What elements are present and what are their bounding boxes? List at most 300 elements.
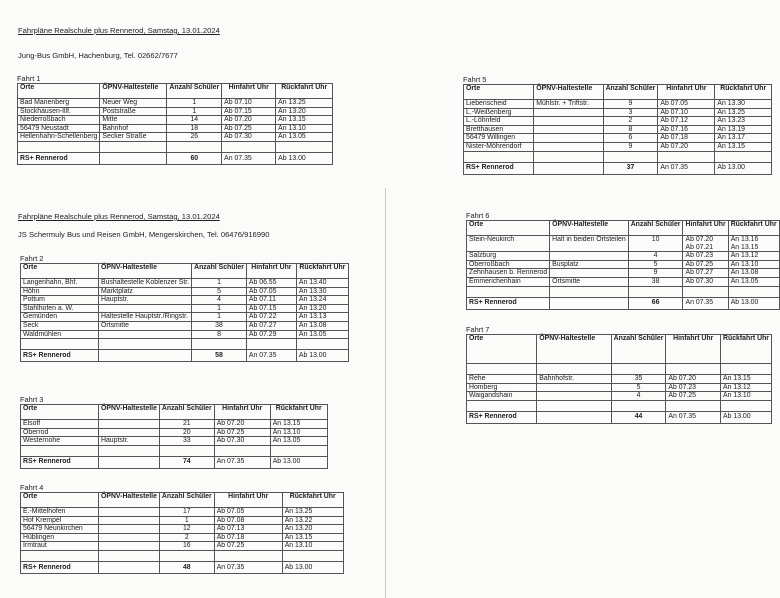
cell-anz: 1 bbox=[167, 107, 222, 116]
cell-ort: Höhn bbox=[21, 287, 99, 296]
cell-halt bbox=[534, 134, 603, 143]
table-row bbox=[467, 392, 772, 401]
table-row bbox=[18, 124, 333, 133]
cell-rueck: An 13.24 bbox=[296, 296, 348, 305]
header-orte: Orte bbox=[467, 221, 550, 236]
fahrt-table bbox=[20, 492, 344, 574]
blank-row bbox=[21, 445, 328, 456]
total-row bbox=[464, 162, 772, 174]
cell-halt: Poststraße bbox=[100, 107, 167, 116]
cell-halt: Ortsmitte bbox=[99, 321, 192, 330]
table-row bbox=[18, 99, 333, 108]
cell-anz: 20 bbox=[159, 428, 214, 437]
cell-halt bbox=[550, 252, 629, 261]
header-haltestelle: ÖPNV-Haltestelle bbox=[99, 405, 160, 420]
cell-anz: 38 bbox=[192, 321, 247, 330]
blank-row bbox=[21, 339, 349, 350]
total-row bbox=[467, 411, 772, 423]
table-row bbox=[467, 277, 780, 286]
cell-ort: L.-Weißenberg bbox=[464, 108, 534, 117]
cell-anz: 5 bbox=[611, 383, 666, 392]
cell-anz: 4 bbox=[628, 252, 683, 261]
total-row bbox=[21, 350, 349, 362]
cell-anz: 16 bbox=[159, 542, 214, 551]
cell-hin: Ab 07.18 bbox=[658, 134, 715, 143]
table-row bbox=[21, 420, 328, 429]
cell-ort: Nister-Möhrendorf bbox=[464, 142, 534, 151]
cell-ort: Niederroßbach bbox=[18, 116, 100, 125]
cell-ort: Langenhahn, Bhf. bbox=[21, 279, 99, 288]
header-anzahl: Anzahl Schüler bbox=[192, 264, 247, 279]
cell-hin: Ab 07.13 bbox=[214, 525, 282, 534]
header-row bbox=[464, 85, 772, 100]
cell-hin: Ab 07.25 bbox=[222, 124, 276, 133]
cell-halt bbox=[99, 533, 160, 542]
total-rueck: Ab 13.00 bbox=[296, 350, 348, 362]
cell-ort: Waldmühlen bbox=[21, 330, 99, 339]
blank-row bbox=[467, 400, 772, 411]
cell-halt bbox=[99, 508, 160, 517]
cell-ort: 56479 Neunkirchen bbox=[21, 525, 99, 534]
cell-halt: Marktplatz bbox=[99, 287, 192, 296]
cell-hin: Ab 07.11 bbox=[246, 296, 296, 305]
cell-halt bbox=[99, 525, 160, 534]
total-ort: RS+ Rennerod bbox=[21, 561, 99, 573]
cell-rueck: An 13.20 bbox=[276, 107, 333, 116]
total-row bbox=[21, 561, 344, 573]
table-row bbox=[21, 296, 349, 305]
header-row bbox=[467, 335, 772, 364]
cell-anz: 26 bbox=[167, 133, 222, 142]
cell-hin: Ab 07.08 bbox=[214, 516, 282, 525]
cell-ort: Oberrod bbox=[21, 428, 99, 437]
table-row bbox=[18, 133, 333, 142]
table-row bbox=[467, 252, 780, 261]
table-row bbox=[21, 542, 344, 551]
cell-ort: Gemünden bbox=[21, 313, 99, 322]
fahrt-table bbox=[20, 404, 328, 469]
header-anzahl: Anzahl Schüler bbox=[159, 405, 214, 420]
cell-hin: Ab 07.30 bbox=[222, 133, 276, 142]
total-hin: An 07.35 bbox=[246, 350, 296, 362]
cell-ort: Stahlhofen a. W. bbox=[21, 304, 99, 313]
cell-ort: Emmerichenhain bbox=[467, 277, 550, 286]
section2-title: Fahrpläne Realschule plus Rennerod, Samstag, 13.01.2024 bbox=[18, 212, 220, 221]
fahrt-5 bbox=[463, 76, 772, 175]
header-rueckfahrt: Rückfahrt Uhr bbox=[721, 335, 772, 364]
total-anz: 37 bbox=[603, 162, 658, 174]
fahrt-table bbox=[466, 334, 772, 424]
cell-ort: Waigandshain bbox=[467, 392, 537, 401]
cell-rueck: An 13.15 bbox=[282, 533, 343, 542]
cell-rueck: An 13.05 bbox=[728, 277, 779, 286]
cell-anz: 2 bbox=[603, 117, 658, 126]
total-rueck: Ab 13.00 bbox=[282, 561, 343, 573]
cell-hin: Ab 07.27 bbox=[683, 269, 728, 278]
table-row bbox=[21, 279, 349, 288]
cell-hin: Ab 07.05 bbox=[246, 287, 296, 296]
header-row bbox=[21, 405, 328, 420]
header-orte: Orte bbox=[467, 335, 537, 364]
table-row bbox=[18, 116, 333, 125]
table-row bbox=[18, 107, 333, 116]
section1-title: Fahrpläne Realschule plus Rennerod, Samstag, 13.01.2024 bbox=[18, 26, 220, 35]
total-ort: RS+ Rennerod bbox=[21, 350, 99, 362]
total-anz: 74 bbox=[159, 456, 214, 468]
table-row bbox=[21, 533, 344, 542]
header-orte: Orte bbox=[18, 84, 100, 99]
cell-hin: Ab 07.12 bbox=[658, 117, 715, 126]
cell-rueck: An 13.05 bbox=[296, 330, 348, 339]
total-ort: RS+ Rennerod bbox=[21, 456, 99, 468]
cell-hin: Ab 07.22 bbox=[246, 313, 296, 322]
total-empty bbox=[99, 561, 160, 573]
cell-rueck: An 13.19 bbox=[715, 125, 772, 134]
cell-halt: Busplatz bbox=[550, 260, 629, 269]
cell-anz: 4 bbox=[611, 392, 666, 401]
total-hin: An 07.35 bbox=[666, 411, 721, 423]
table-row bbox=[21, 321, 349, 330]
cell-anz: 5 bbox=[192, 287, 247, 296]
cell-ort: Oberroßbach bbox=[467, 260, 550, 269]
table-row bbox=[21, 313, 349, 322]
header-rueckfahrt: Rückfahrt Uhr bbox=[728, 221, 779, 236]
cell-hin: Ab 07.29 bbox=[246, 330, 296, 339]
cell-anz: 9 bbox=[628, 269, 683, 278]
header-row bbox=[18, 84, 333, 99]
table-row bbox=[21, 287, 349, 296]
cell-anz: 8 bbox=[192, 330, 247, 339]
table-row bbox=[21, 525, 344, 534]
cell-ort: 56479 Willingen bbox=[464, 134, 534, 143]
cell-rueck: An 13.08 bbox=[728, 269, 779, 278]
header-orte: Orte bbox=[21, 405, 99, 420]
cell-hin: Ab 07.10 bbox=[222, 99, 276, 108]
cell-rueck: An 13.15 bbox=[715, 142, 772, 151]
cell-hin: Ab 07.05 bbox=[658, 100, 715, 109]
header-rueckfahrt: Rückfahrt Uhr bbox=[270, 405, 327, 420]
fahrt-table bbox=[20, 263, 349, 362]
cell-halt: Mühlstr. + Triftstr. bbox=[534, 100, 603, 109]
total-rueck: Ab 13.00 bbox=[728, 297, 779, 309]
cell-halt bbox=[534, 108, 603, 117]
cell-rueck: An 13.08 bbox=[296, 321, 348, 330]
cell-halt: Hauptstr. bbox=[99, 296, 192, 305]
cell-halt bbox=[534, 142, 603, 151]
fahrt-4 bbox=[20, 484, 344, 574]
cell-rueck: An 13.30 bbox=[715, 100, 772, 109]
blank-row bbox=[21, 550, 344, 561]
cell-anz: 6 bbox=[603, 134, 658, 143]
header-hinfahrt: Hinfahrt Uhr bbox=[666, 335, 721, 364]
header-haltestelle: ÖPNV-Haltestelle bbox=[534, 85, 603, 100]
total-anz: 48 bbox=[159, 561, 214, 573]
cell-anz: 8 bbox=[603, 125, 658, 134]
header-hinfahrt: Hinfahrt Uhr bbox=[246, 264, 296, 279]
header-orte: Orte bbox=[21, 264, 99, 279]
total-hin: An 07.35 bbox=[214, 456, 270, 468]
header-row bbox=[467, 221, 780, 236]
total-anz: 60 bbox=[167, 152, 222, 164]
cell-halt: Hauptstr. bbox=[99, 437, 160, 446]
fahrt-table bbox=[463, 84, 772, 175]
cell-anz: 1 bbox=[167, 99, 222, 108]
header-haltestelle: ÖPNV-Haltestelle bbox=[99, 493, 160, 508]
cell-rueck: An 13.16 An 13.15 bbox=[728, 236, 779, 252]
cell-ort: Elsoff bbox=[21, 420, 99, 429]
cell-rueck: An 13.20 bbox=[296, 304, 348, 313]
cell-hin: Ab 07.05 bbox=[214, 508, 282, 517]
cell-rueck: An 13.30 bbox=[296, 287, 348, 296]
fahrt-label: Fahrt 4 bbox=[20, 483, 44, 492]
cell-ort: Stockhausen-Illf. bbox=[18, 107, 100, 116]
table-row bbox=[21, 330, 349, 339]
blank-row bbox=[467, 286, 780, 297]
fahrt-label: Fahrt 5 bbox=[463, 75, 487, 84]
cell-hin: Ab 07.10 bbox=[658, 108, 715, 117]
cell-rueck: An 13.15 bbox=[721, 375, 772, 384]
cell-ort: Seck bbox=[21, 321, 99, 330]
total-anz: 66 bbox=[628, 297, 683, 309]
cell-halt bbox=[537, 392, 611, 401]
cell-ort: Rehe bbox=[467, 375, 537, 384]
cell-ort: Zehnhausen b. Rennerod bbox=[467, 269, 550, 278]
table-row bbox=[464, 134, 772, 143]
total-empty bbox=[550, 297, 629, 309]
total-empty bbox=[100, 152, 167, 164]
blank-row bbox=[18, 141, 333, 152]
table-row bbox=[464, 117, 772, 126]
cell-anz: 21 bbox=[159, 420, 214, 429]
cell-halt: Ortsmitte bbox=[550, 277, 629, 286]
cell-ort: Hof Krempel bbox=[21, 516, 99, 525]
fahrt-6 bbox=[466, 212, 780, 310]
header-rueckfahrt: Rückfahrt Uhr bbox=[282, 493, 343, 508]
cell-hin: Ab 07.30 bbox=[214, 437, 270, 446]
table-row bbox=[467, 260, 780, 269]
cell-halt bbox=[534, 125, 603, 134]
cell-rueck: An 13.10 bbox=[282, 542, 343, 551]
blank-row bbox=[464, 151, 772, 162]
table-row bbox=[467, 236, 780, 252]
fahrt-1 bbox=[17, 75, 333, 165]
cell-ort: Westernohe bbox=[21, 437, 99, 446]
header-anzahl: Anzahl Schüler bbox=[159, 493, 214, 508]
total-empty bbox=[99, 456, 160, 468]
cell-hin: Ab 07.20 bbox=[222, 116, 276, 125]
cell-hin: Ab 07.20 bbox=[214, 420, 270, 429]
total-ort: RS+ Rennerod bbox=[467, 297, 550, 309]
cell-anz: 35 bbox=[611, 375, 666, 384]
cell-rueck: An 13.25 bbox=[715, 108, 772, 117]
blank-row bbox=[467, 364, 772, 375]
cell-anz: 1 bbox=[192, 313, 247, 322]
cell-rueck: An 13.10 bbox=[270, 428, 327, 437]
cell-halt: Bahnhofstr. bbox=[537, 375, 611, 384]
total-rueck: Ab 13.00 bbox=[270, 456, 327, 468]
cell-anz: 9 bbox=[603, 100, 658, 109]
table-row bbox=[467, 383, 772, 392]
cell-anz: 2 bbox=[159, 533, 214, 542]
header-rueckfahrt: Rückfahrt Uhr bbox=[715, 85, 772, 100]
cell-anz: 9 bbox=[603, 142, 658, 151]
header-anzahl: Anzahl Schüler bbox=[628, 221, 683, 236]
header-rueckfahrt: Rückfahrt Uhr bbox=[296, 264, 348, 279]
cell-halt: Mitte bbox=[100, 116, 167, 125]
cell-hin: Ab 07.23 bbox=[666, 383, 721, 392]
table-row bbox=[464, 108, 772, 117]
fahrt-2 bbox=[20, 255, 349, 362]
fahrt-label: Fahrt 3 bbox=[20, 395, 44, 404]
cell-hin: Ab 07.25 bbox=[214, 428, 270, 437]
page-divider bbox=[385, 188, 386, 598]
total-row bbox=[21, 456, 328, 468]
cell-ort: Bad Marienberg bbox=[18, 99, 100, 108]
cell-rueck: An 13.10 bbox=[728, 260, 779, 269]
cell-ort: Bretthausen bbox=[464, 125, 534, 134]
cell-hin: Ab 07.30 bbox=[683, 277, 728, 286]
total-empty bbox=[534, 162, 603, 174]
total-row bbox=[467, 297, 780, 309]
cell-hin: Ab 07.20 bbox=[666, 375, 721, 384]
cell-anz: 17 bbox=[159, 508, 214, 517]
fahrt-label: Fahrt 7 bbox=[466, 325, 490, 334]
cell-halt: Haltestelle Hauptstr./Ringstr. bbox=[99, 313, 192, 322]
cell-anz: 1 bbox=[159, 516, 214, 525]
cell-hin: Ab 07.20 Ab 07.21 bbox=[683, 236, 728, 252]
cell-ort: Hellenhahn-Schellenberg bbox=[18, 133, 100, 142]
cell-anz: 18 bbox=[167, 124, 222, 133]
header-hinfahrt: Hinfahrt Uhr bbox=[658, 85, 715, 100]
table-row bbox=[21, 508, 344, 517]
cell-rueck: An 13.12 bbox=[721, 383, 772, 392]
table-row bbox=[467, 269, 780, 278]
cell-ort: Hüblingen bbox=[21, 533, 99, 542]
cell-ort: Homberg bbox=[467, 383, 537, 392]
header-anzahl: Anzahl Schüler bbox=[167, 84, 222, 99]
cell-halt bbox=[534, 117, 603, 126]
cell-ort: Liebenscheid bbox=[464, 100, 534, 109]
header-haltestelle: ÖPNV-Haltestelle bbox=[537, 335, 611, 364]
cell-rueck: An 13.20 bbox=[282, 525, 343, 534]
cell-rueck: An 13.25 bbox=[282, 508, 343, 517]
fahrt-table bbox=[17, 83, 333, 165]
cell-halt bbox=[99, 542, 160, 551]
total-ort: RS+ Rennerod bbox=[464, 162, 534, 174]
header-row bbox=[21, 264, 349, 279]
total-anz: 44 bbox=[611, 411, 666, 423]
fahrt-label: Fahrt 1 bbox=[17, 74, 41, 83]
total-rueck: Ab 13.00 bbox=[715, 162, 772, 174]
header-row bbox=[21, 493, 344, 508]
cell-rueck: An 13.10 bbox=[721, 392, 772, 401]
cell-anz: 38 bbox=[628, 277, 683, 286]
cell-rueck: An 13.15 bbox=[276, 116, 333, 125]
cell-halt bbox=[537, 383, 611, 392]
cell-ort: Salzburg bbox=[467, 252, 550, 261]
cell-anz: 14 bbox=[167, 116, 222, 125]
cell-anz: 3 bbox=[603, 108, 658, 117]
cell-rueck: An 13.25 bbox=[276, 99, 333, 108]
cell-rueck: An 13.05 bbox=[276, 133, 333, 142]
header-anzahl: Anzahl Schüler bbox=[611, 335, 666, 364]
header-haltestelle: ÖPNV-Haltestelle bbox=[100, 84, 167, 99]
section2-company: JS Schermuly Bus und Reisen GmbH, Mengerskirchen, Tel. 06476/916990 bbox=[18, 230, 270, 239]
fahrt-7 bbox=[466, 326, 772, 424]
total-ort: RS+ Rennerod bbox=[467, 411, 537, 423]
cell-halt: Halt in beiden Ortsteilen bbox=[550, 236, 629, 252]
total-ort: RS+ Rennerod bbox=[18, 152, 100, 164]
header-haltestelle: ÖPNV-Haltestelle bbox=[99, 264, 192, 279]
cell-hin: Ab 07.18 bbox=[214, 533, 282, 542]
cell-halt: Bahnhof bbox=[100, 124, 167, 133]
cell-ort: Pottum bbox=[21, 296, 99, 305]
cell-ort: Irmtraut bbox=[21, 542, 99, 551]
cell-anz: 4 bbox=[192, 296, 247, 305]
header-hinfahrt: Hinfahrt Uhr bbox=[214, 405, 270, 420]
cell-rueck: An 13.17 bbox=[715, 134, 772, 143]
table-row bbox=[467, 375, 772, 384]
section1-company: Jung-Bus GmbH, Hachenburg, Tel. 02662/7677 bbox=[18, 51, 178, 60]
cell-anz: 1 bbox=[192, 279, 247, 288]
header-anzahl: Anzahl Schüler bbox=[603, 85, 658, 100]
cell-rueck: An 13.12 bbox=[728, 252, 779, 261]
header-hinfahrt: Hinfahrt Uhr bbox=[683, 221, 728, 236]
total-empty bbox=[537, 411, 611, 423]
total-hin: An 07.35 bbox=[658, 162, 715, 174]
fahrt-3 bbox=[20, 396, 328, 469]
total-hin: An 07.35 bbox=[222, 152, 276, 164]
table-row bbox=[21, 428, 328, 437]
cell-halt bbox=[99, 304, 192, 313]
table-row bbox=[21, 304, 349, 313]
cell-anz: 33 bbox=[159, 437, 214, 446]
table-row bbox=[464, 125, 772, 134]
cell-rueck: An 13.23 bbox=[715, 117, 772, 126]
cell-rueck: An 13.05 bbox=[270, 437, 327, 446]
header-haltestelle: ÖPNV-Haltestelle bbox=[550, 221, 629, 236]
cell-halt: Neuer Weg bbox=[100, 99, 167, 108]
table-row bbox=[464, 100, 772, 109]
header-orte: Orte bbox=[21, 493, 99, 508]
cell-ort: L.-Löhnfeld bbox=[464, 117, 534, 126]
table-row bbox=[464, 142, 772, 151]
cell-halt bbox=[550, 269, 629, 278]
total-anz: 58 bbox=[192, 350, 247, 362]
fahrt-label: Fahrt 2 bbox=[20, 254, 44, 263]
cell-rueck: An 13.10 bbox=[276, 124, 333, 133]
cell-halt bbox=[99, 428, 160, 437]
header-orte: Orte bbox=[464, 85, 534, 100]
cell-hin: Ab 07.20 bbox=[658, 142, 715, 151]
cell-hin: Ab 07.25 bbox=[683, 260, 728, 269]
total-rueck: Ab 13.00 bbox=[276, 152, 333, 164]
cell-hin: Ab 07.27 bbox=[246, 321, 296, 330]
cell-rueck: An 13.22 bbox=[282, 516, 343, 525]
cell-hin: Ab 07.16 bbox=[658, 125, 715, 134]
cell-halt: Secker Straße bbox=[100, 133, 167, 142]
cell-ort: E.-Mittelhofen bbox=[21, 508, 99, 517]
cell-halt bbox=[99, 420, 160, 429]
cell-hin: Ab 07.23 bbox=[683, 252, 728, 261]
cell-rueck: An 13.40 bbox=[296, 279, 348, 288]
cell-hin: Ab 07.15 bbox=[222, 107, 276, 116]
cell-halt bbox=[99, 330, 192, 339]
fahrt-table bbox=[466, 220, 780, 310]
header-hinfahrt: Hinfahrt Uhr bbox=[222, 84, 276, 99]
total-hin: An 07.35 bbox=[683, 297, 728, 309]
total-rueck: Ab 13.00 bbox=[721, 411, 772, 423]
